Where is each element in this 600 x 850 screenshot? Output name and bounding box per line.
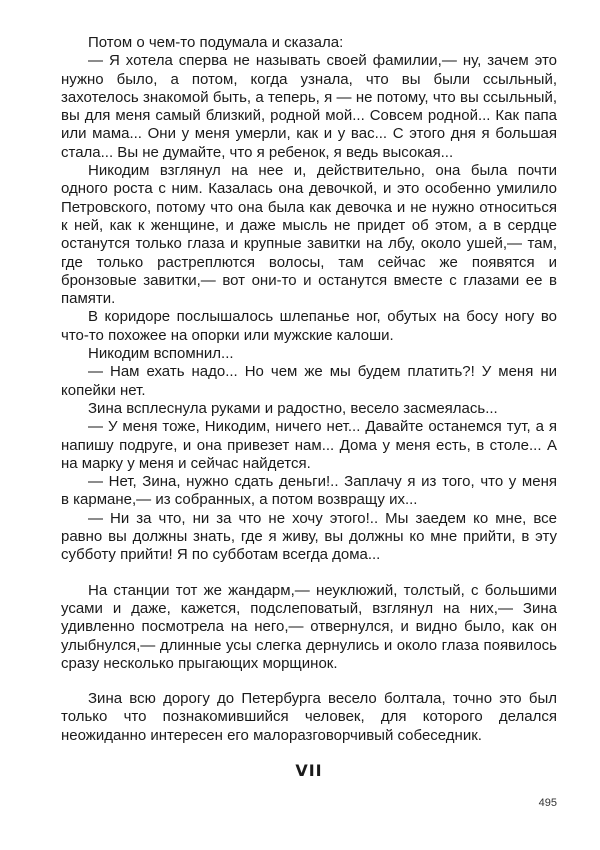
text-line: — Нет, Зина, нужно сдать деньги!.. Заплачу я из того, что у меня [88,473,557,491]
text-line: останутся только глаза и крупные завитки на лбу, около ушей,— там, [61,235,557,253]
text-line: к ней, как к женщине, и даже мысль не придет об этом, а в сердце [61,216,557,234]
text-line: стала... Вы не думайте, что я ребенок, я ведь высокая... [61,143,454,161]
text-line: субботу прийти! Я по субботам всегда дома... [61,546,381,564]
chapter-heading: VII [295,760,323,780]
paragraph [61,400,557,418]
text-line: сразу несколько прыгающих морщинок. [61,654,338,672]
body-text [61,34,557,745]
text-line: неожиданно интересен его малоразговорчивый собеседник. [61,726,482,744]
text-line: Никодим вспомнил... [88,345,234,363]
paragraph [61,473,557,510]
text-line: вы для меня самый близкий, родной мой... Совсем родной... Как папа [61,107,557,125]
paragraph [61,510,557,565]
text-line: — У меня тоже, Никодим, ничего нет... Давайте останемся тут, а я [88,418,557,436]
text-line: — Я хотела сперва не называть своей фамилии,— ну, зачем это [88,52,557,70]
page-number: 495 [538,796,557,809]
text-line: захотелось знакомой быть, а теперь, я — не потому, что вы ссыльный, [61,88,557,106]
text-line: Никодим взглянул на нее и, действительно, она была почти [88,162,557,180]
paragraph [61,418,557,473]
paragraph [61,162,557,308]
paragraph [61,34,557,52]
paragraph [61,363,557,400]
text-line: или мама... Они у меня умерли, как и у вас... С этого дня я большая [61,125,557,143]
text-line: где только растреплются волосы, там сейчас же появятся и [61,253,557,271]
text-line: нужно было, а потом, когда узнала, что вы были ссыльный, [61,70,557,88]
text-line: улыбнулся,— длинные усы слегка дернулись и около глаза появилось [61,636,557,654]
text-line: на марку у меня и сейчас найдется. [61,454,311,472]
text-line: Потом о чем-то подумала и сказала: [88,34,344,51]
paragraph [61,582,557,673]
text-line: что-то похожее на опорки или мужские калоши. [61,326,394,344]
text-line: Зина всю дорогу до Петербурга весело болтала, точно это был [88,690,557,708]
text-line: бронзовые завитки,— вот они-то и останутся вместе с глазами ее в [61,271,557,289]
text-line: только что познакомившийся человек, для которого делался [61,708,557,726]
text-line: напишу подруге, и она привезет нам... Дома у меня есть, в столе... А [61,436,557,454]
paragraph [61,52,557,162]
text-line: — Нам ехать надо... Но чем же мы будем платить?! У меня ни [88,363,557,381]
paragraph [61,345,557,363]
text-line: равно вы должны знать, где я живу, вы должны ко мне прийти, в эту [61,528,557,546]
text-line: усами и даже, кажется, подслеповатый, взглянул на них,— Зина [61,599,557,617]
paragraph [61,690,557,745]
text-line: в кармане,— из собранных, а потом возвращу их... [61,491,418,509]
text-line: — Ни за что, ни за что не хочу этого!.. Мы заедем ко мне, все [88,509,557,527]
text-line: памяти. [61,290,116,308]
text-line: На станции тот же жандарм,— неуклюжий, толстый, с большими [88,581,557,599]
text-line: удивленно посмотрела на него,— отвернулся, и видно было, как он [61,618,557,636]
paragraph [61,308,557,345]
paragraph-spacer [61,565,557,582]
paragraph-spacer [61,673,557,690]
text-line: В коридоре послышалось шлепанье ног, обутых на босу ногу во [88,308,557,326]
text-line: одного роста с ним. Казалась она девочкой, и это особенно умилило [61,180,557,198]
text-line: копейки нет. [61,381,146,399]
text-line: Зина всплеснула руками и радостно, весело засмеялась... [88,399,498,417]
text-line: Петровского, потому что она была как девочка и не нужно относиться [61,198,557,216]
